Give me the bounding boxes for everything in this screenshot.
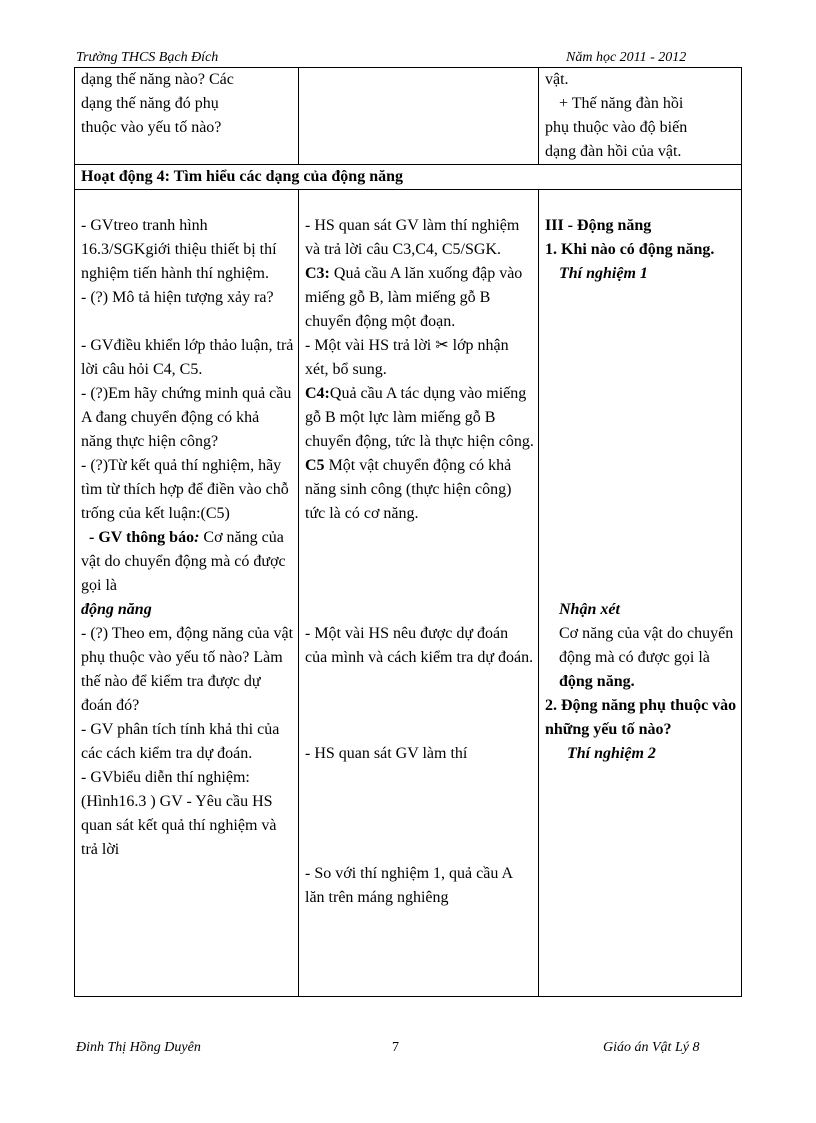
- announce-text: Cơ năng của vật do chuyển động mà có được gọi là: [81, 529, 286, 594]
- text-line: thuộc vào yếu tố nào?: [81, 119, 222, 136]
- c4-text: Quả cầu A tác dụng vào miếng gỗ B một lực làm miếng gỗ B chuyển động, tức là thực hiện công.: [305, 385, 534, 450]
- teacher-step: - (?)Em hãy chứng minh quả cầu A đang chuyển động có khả năng thực hiện công?: [81, 385, 292, 450]
- question-1: 1. Khi nào có động năng.: [545, 241, 715, 258]
- teacher-step: - GVtreo tranh hình 16.3/SGKgiới thiệu thiết bị thí nghiệm tiến hành thí nghiệm.: [81, 217, 277, 282]
- table-row: [75, 190, 742, 997]
- experiment-2: Thí nghiệm 2: [567, 745, 656, 762]
- teacher-step: - GVđiều khiển lớp thảo luận, trả lời câu hỏi C4, C5.: [81, 337, 294, 378]
- gv-announce-label: - GV thông báo: [89, 529, 195, 546]
- activity-title: Hoạt động 4: Tìm hiểu các dạng của động năng: [75, 165, 742, 190]
- c3-text: Quả cầu A lăn xuống đập vào miếng gỗ B, làm miếng gỗ B chuyển động một đoạn.: [305, 265, 523, 330]
- scissors-icon: ✂: [435, 337, 449, 354]
- activity-row: [75, 165, 742, 190]
- footer-author: Đinh Thị Hồng Duyên: [76, 1040, 201, 1055]
- student-cell: [299, 190, 539, 997]
- page-number: 7: [392, 1040, 399, 1055]
- header-year: Năm học 2011 - 2012: [566, 50, 687, 65]
- text-line: dạng đàn hồi của vật.: [545, 143, 682, 160]
- remark-title: Nhận xét: [559, 601, 620, 618]
- teacher-step: - GV phân tích tính khả thi của các cách kiểm tra dự đoán.: [81, 721, 280, 762]
- header-school: Trường THCS Bạch Đích: [76, 50, 219, 65]
- teacher-step: - (?)Từ kết quả thí nghiệm, hãy tìm từ thích hợp để điền vào chỗ trống của kết luận:(C5): [81, 457, 289, 522]
- teacher-step: [81, 526, 294, 622]
- teacher-step: - (?) Mô tả hiện tượng xảy ra?: [81, 289, 274, 306]
- question-2: 2. Động năng phụ thuộc vào những yếu tố nào?: [545, 697, 737, 738]
- section-title: III - Động năng: [545, 217, 652, 234]
- experiment-1: Thí nghiệm 1: [559, 265, 648, 282]
- c4-label: C4:: [305, 385, 330, 402]
- footer-subject: Giáo án Vật Lý 8: [603, 1040, 700, 1055]
- student-step: - So với thí nghiệm 1, quả cầu A lăn trên máng nghiêng: [305, 865, 513, 906]
- text-line: vật.: [545, 71, 569, 88]
- lesson-table: [74, 67, 742, 997]
- teacher-step: - GVbiểu diễn thí nghiệm:(Hình16.3 ) GV - Yêu cầu HS quan sát kết quả thí nghiệm và trả lời: [81, 769, 277, 858]
- teacher-cell: [75, 190, 299, 997]
- text-line: dạng thế năng đó phụ: [81, 95, 219, 112]
- remark-term: động năng.: [559, 673, 635, 690]
- answer-c5: [305, 454, 534, 526]
- term-kinetic: động năng: [81, 601, 152, 618]
- c3-label: C3:: [305, 265, 330, 282]
- c5-text: Một vật chuyển động có khả năng sinh công (thực hiện công) tức là có cơ năng.: [305, 457, 512, 522]
- student-step: - Một vài HS trả lời ✂ lớp nhận xét, bổ sung.: [305, 337, 509, 378]
- teacher-step: - (?) Theo em, động năng của vật phụ thuộc vào yếu tố nào? Làm thế nào để kiểm tra được dự đoán đó?: [81, 625, 294, 714]
- answer-c4: [305, 382, 534, 454]
- table-row: [75, 68, 742, 165]
- student-cell: [299, 68, 539, 165]
- text-line: + Thế năng đàn hồi: [559, 95, 684, 112]
- teacher-cell: [75, 68, 299, 165]
- text-line: phụ thuộc vào độ biến: [545, 119, 688, 136]
- answer-c3: [305, 262, 534, 334]
- content-cell: [539, 68, 742, 165]
- content-cell: [539, 190, 742, 997]
- colon: :: [194, 529, 200, 546]
- student-step: - HS quan sát GV làm thí: [305, 745, 468, 762]
- student-step: - Một vài HS nêu được dự đoán của mình và cách kiểm tra dự đoán.: [305, 625, 534, 666]
- c5-label: C5: [305, 457, 325, 474]
- remark-text: Cơ năng của vật do chuyển động mà có được gọi là động năng.: [559, 625, 734, 690]
- student-step: - HS quan sát GV làm thí nghiệm và trả lời câu C3,C4, C5/SGK.: [305, 217, 520, 258]
- text-line: dạng thế năng nào? Các: [81, 71, 234, 88]
